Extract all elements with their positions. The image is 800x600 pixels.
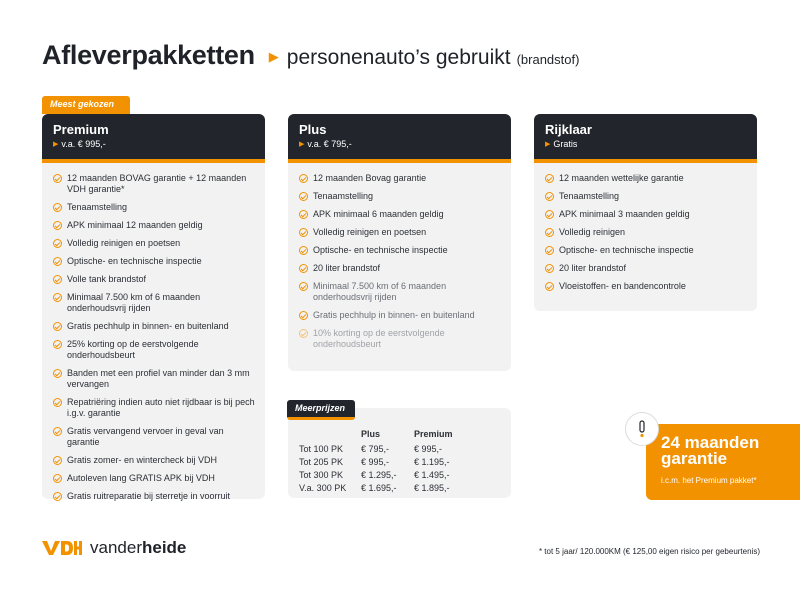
- package-header: [288, 114, 511, 160]
- feature-label: Tenaamstelling: [313, 191, 374, 201]
- page-title: Afleverpakketten: [42, 40, 255, 70]
- table-cell: Tot 100 PK: [299, 443, 344, 454]
- brand-name: [90, 538, 186, 558]
- table-cell: € 1.695,-: [361, 482, 397, 493]
- feature-label: 12 maanden Bovag garantie: [313, 173, 427, 183]
- check-circle-icon: [53, 369, 62, 378]
- package-price: [545, 139, 746, 149]
- feature-item: [53, 491, 257, 502]
- feature-item: [53, 202, 257, 213]
- vdh-logo-mark: [42, 539, 82, 557]
- table-cell: € 1.195,-: [414, 456, 450, 467]
- check-circle-icon: [299, 210, 308, 219]
- table-cell: € 1.495,-: [414, 469, 450, 480]
- feature-item: [545, 281, 749, 292]
- check-circle-icon: [545, 210, 554, 219]
- feature-item: [299, 173, 503, 184]
- surcharges-table: [299, 428, 474, 494]
- table-row: [299, 468, 474, 481]
- promo-headline: 24 maanden garantie: [661, 433, 760, 468]
- feature-label: Vloeistoffen- en bandencontrole: [559, 281, 686, 291]
- feature-item: [545, 191, 749, 202]
- feature-label: APK minimaal 3 maanden geldig: [559, 209, 690, 219]
- check-circle-icon: [53, 456, 62, 465]
- promo-subline: i.c.m. het Premium pakket*: [661, 476, 757, 485]
- triangle-right-icon: ▶: [545, 141, 551, 148]
- feature-item: [545, 173, 749, 184]
- feature-label: APK minimaal 12 maanden geldig: [67, 220, 203, 230]
- check-circle-icon: [53, 257, 62, 266]
- feature-item: [53, 173, 257, 195]
- feature-item: [545, 245, 749, 256]
- feature-label: Tenaamstelling: [67, 202, 128, 212]
- check-circle-icon: [299, 311, 308, 320]
- surcharges-card: [288, 403, 511, 498]
- package-name: Rijklaar: [545, 122, 592, 137]
- check-circle-icon: [299, 228, 308, 237]
- table-header-cell: Premium: [414, 428, 453, 439]
- package-header: [534, 114, 757, 160]
- table-cell: € 995,-: [414, 443, 443, 454]
- check-circle-icon: [545, 264, 554, 273]
- package-price-label: Gratis: [553, 139, 578, 149]
- check-circle-icon: [299, 192, 308, 201]
- package-feature-list: [42, 160, 265, 502]
- table-cell: Tot 205 PK: [299, 456, 344, 467]
- package-name: Premium: [53, 122, 109, 137]
- feature-item: [299, 191, 503, 202]
- check-circle-icon: [53, 492, 62, 501]
- feature-item: [53, 473, 257, 484]
- feature-item: [299, 245, 503, 256]
- feature-label: Gratis vervangend vervoer in geval van garantie: [67, 426, 224, 447]
- triangle-right-icon: ▶: [268, 49, 279, 64]
- package-price: [299, 139, 500, 149]
- check-circle-icon: [545, 228, 554, 237]
- feature-label: Minimaal 7.500 km of 6 maanden onderhoudsvrij rijden: [67, 292, 201, 313]
- package-header: [42, 114, 265, 160]
- check-circle-icon: [545, 282, 554, 291]
- table-cell: € 1.895,-: [414, 482, 450, 493]
- table-row: [299, 455, 474, 468]
- check-circle-icon: [53, 427, 62, 436]
- most-chosen-badge: Meest gekozen: [42, 96, 130, 114]
- feature-label: 20 liter brandstof: [313, 263, 381, 273]
- exclamation-icon: [625, 412, 659, 446]
- check-circle-icon: [53, 275, 62, 284]
- check-circle-icon: [53, 293, 62, 302]
- check-circle-icon: [299, 246, 308, 255]
- page-subtitle-note: (brandstof): [516, 52, 580, 67]
- feature-item: [53, 397, 257, 419]
- feature-item: [299, 328, 503, 350]
- check-circle-icon: [53, 221, 62, 230]
- feature-label: Volle tank brandstof: [67, 274, 147, 284]
- table-row: [299, 442, 474, 455]
- feature-label: Autoleven lang GRATIS APK bij VDH: [67, 473, 215, 483]
- feature-label: 12 maanden BOVAG garantie + 12 maanden VDH garantie*: [67, 173, 247, 194]
- feature-item: [299, 227, 503, 238]
- package-price-label: v.a. € 995,-: [61, 139, 106, 149]
- table-header-cell: Plus: [361, 428, 381, 439]
- check-circle-icon: [53, 474, 62, 483]
- table-cell: € 795,-: [361, 443, 390, 454]
- table-cell: V.a. 300 PK: [299, 482, 347, 493]
- brand-name-bold: heide: [141, 538, 187, 557]
- feature-label: 25% korting op de eerstvolgende onderhoudsbeurt: [67, 339, 199, 360]
- feature-item: [545, 263, 749, 274]
- feature-label: Volledig reinigen en poetsen: [67, 238, 181, 248]
- feature-label: Volledig reinigen en poetsen: [313, 227, 427, 237]
- feature-item: [53, 256, 257, 267]
- feature-label: Repatriëring indien auto niet rijdbaar is bij pech i.g.v. garantie: [67, 397, 255, 418]
- footnote: * tot 5 jaar/ 120.000KM (€ 125,00 eigen risico per gebeurtenis): [538, 547, 760, 556]
- feature-label: Optische- en technische inspectie: [67, 256, 202, 266]
- package-card-plus: [288, 114, 511, 371]
- feature-label: 12 maanden wettelijke garantie: [559, 173, 684, 183]
- surcharges-tag: Meerprijzen: [287, 400, 355, 420]
- feature-item: [53, 368, 257, 390]
- table-cell: € 1.295,-: [361, 469, 397, 480]
- package-feature-list: [534, 160, 757, 292]
- check-circle-icon: [53, 340, 62, 349]
- check-circle-icon: [53, 398, 62, 407]
- triangle-right-icon: ▶: [299, 141, 305, 148]
- table-row: [299, 481, 474, 494]
- table-cell: Tot 300 PK: [299, 469, 344, 480]
- check-circle-icon: [545, 192, 554, 201]
- feature-label: 10% korting op de eerstvolgende onderhoudsbeurt: [313, 328, 445, 349]
- feature-label: Gratis zomer- en wintercheck bij VDH: [67, 455, 218, 465]
- page-subtitle: personenauto’s gebruikt: [286, 46, 511, 69]
- check-circle-icon: [299, 282, 308, 291]
- feature-label: Gratis pechhulp in binnen- en buitenland: [313, 310, 475, 320]
- check-circle-icon: [545, 246, 554, 255]
- package-feature-list: [288, 160, 511, 350]
- feature-item: [299, 209, 503, 220]
- feature-label: Optische- en technische inspectie: [559, 245, 694, 255]
- feature-label: Volledig reinigen: [559, 227, 626, 237]
- feature-item: [53, 339, 257, 361]
- package-name: Plus: [299, 122, 327, 137]
- warranty-promo: [646, 424, 800, 500]
- feature-label: Banden met een profiel van minder dan 3 mm vervangen: [67, 368, 250, 389]
- feature-label: 20 liter brandstof: [559, 263, 627, 273]
- check-circle-icon: [53, 239, 62, 248]
- feature-item: [299, 310, 503, 321]
- feature-label: Tenaamstelling: [559, 191, 620, 201]
- feature-item: [53, 426, 257, 448]
- table-cell: € 995,-: [361, 456, 390, 467]
- feature-item: [545, 227, 749, 238]
- feature-label: APK minimaal 6 maanden geldig: [313, 209, 444, 219]
- feature-item: [299, 263, 503, 274]
- feature-label: Minimaal 7.500 km of 6 maanden onderhoudsvrij rijden: [313, 281, 447, 302]
- feature-item: [545, 209, 749, 220]
- check-circle-icon: [299, 264, 308, 273]
- feature-label: Gratis ruitreparatie bij sterretje in voorruit: [67, 491, 231, 501]
- check-circle-icon: [545, 174, 554, 183]
- package-card-rijklaar: [534, 114, 757, 311]
- check-circle-icon: [299, 329, 308, 338]
- feature-item: [53, 220, 257, 231]
- feature-item: [53, 274, 257, 285]
- vanderheide-logo: [42, 538, 186, 558]
- package-card-premium: [42, 114, 265, 499]
- feature-item: [53, 238, 257, 249]
- feature-label: Optische- en technische inspectie: [313, 245, 448, 255]
- feature-item: [299, 281, 503, 303]
- package-price: [53, 139, 254, 149]
- package-price-label: v.a. € 795,-: [307, 139, 352, 149]
- table-header-row: [299, 428, 474, 442]
- triangle-right-icon: ▶: [53, 141, 59, 148]
- brand-name-light: vander: [90, 538, 142, 557]
- feature-item: [53, 321, 257, 332]
- check-circle-icon: [53, 174, 62, 183]
- feature-item: [53, 455, 257, 466]
- feature-item: [53, 292, 257, 314]
- feature-label: Gratis pechhulp in binnen- en buitenland: [67, 321, 229, 331]
- page-header: [42, 40, 579, 74]
- check-circle-icon: [299, 174, 308, 183]
- check-circle-icon: [53, 203, 62, 212]
- table-body: [299, 442, 474, 494]
- check-circle-icon: [53, 322, 62, 331]
- table-header-cell: [299, 428, 361, 442]
